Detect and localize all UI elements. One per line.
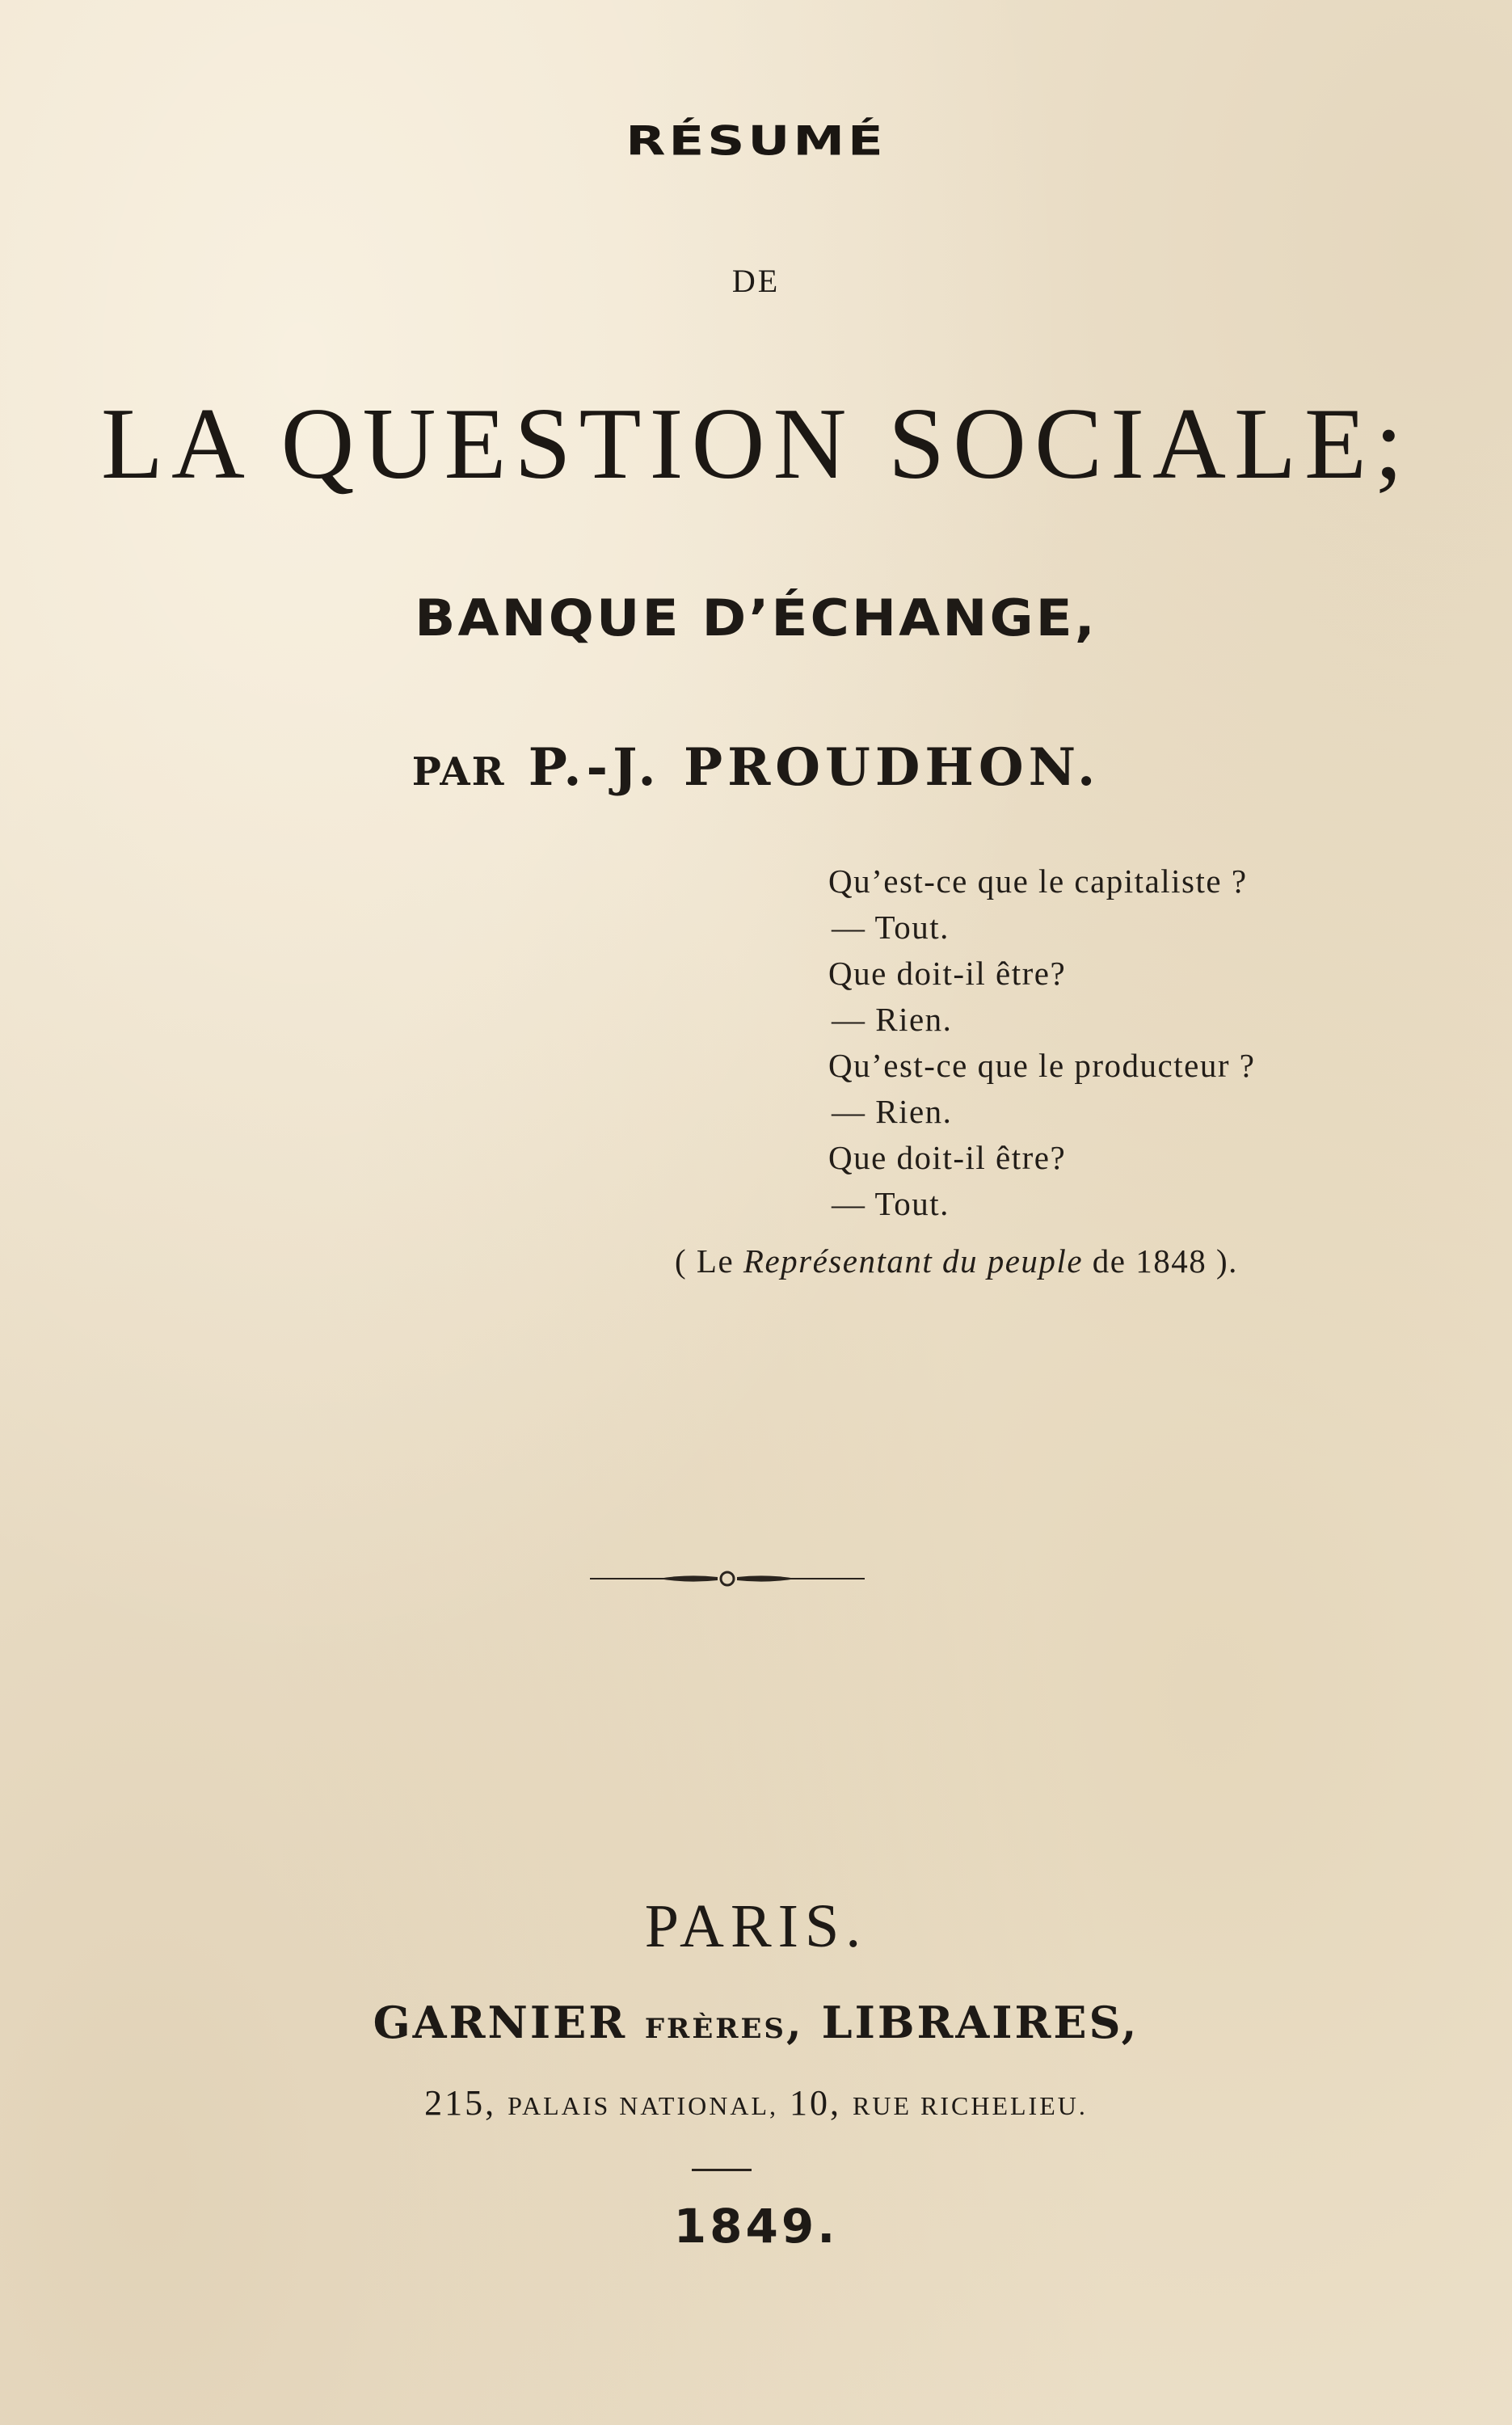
subtitle: BANQUE D’ÉCHANGE,: [415, 588, 1097, 648]
epigraph: [828, 858, 1255, 1227]
publisher-role: LIBRAIRES: [821, 1997, 1122, 2048]
author-name: P.-J. PROUDHON.: [528, 737, 1101, 798]
epigraph-line: Que doit-il être?: [828, 1139, 1067, 1176]
publisher-freres: FRÈRES: [644, 2013, 786, 2045]
address-line: [0, 2082, 1512, 2123]
epigraph-line: Qu’est-ce que le producteur ?: [828, 1047, 1256, 1084]
publisher-line: GARNIER FRÈRES, LIBRAIRES,: [373, 1997, 1139, 2048]
epigraph-line: — Rien.: [832, 1093, 953, 1130]
main-title: LA QUESTION SOCIALE;: [101, 388, 1411, 500]
ornament-divider: [582, 1567, 873, 1591]
author-line: [0, 737, 1512, 798]
citation-open: ( Le: [675, 1242, 743, 1280]
epigraph-line: — Rien.: [832, 1001, 953, 1038]
publication-year: 1849.: [673, 2199, 839, 2254]
citation-close: de 1848 ).: [1083, 1242, 1238, 1280]
address-street: PALAIS NATIONAL,: [508, 2091, 778, 2120]
address-rue: RUE RICHELIEU.: [852, 2091, 1088, 2120]
epigraph-line: Que doit-il être?: [828, 955, 1067, 992]
epigraph-citation: [675, 1242, 1238, 1280]
city: PARIS.: [644, 1892, 868, 1960]
address-number2: 10,: [789, 2083, 841, 2123]
epigraph-line: — Tout.: [832, 1185, 950, 1222]
publisher-name: GARNIER: [373, 1997, 628, 2048]
resume-heading: RÉSUMÉ: [625, 118, 887, 165]
epigraph-line: Qu’est-ce que le capitaliste ?: [828, 862, 1248, 900]
de-connector: DE: [731, 263, 781, 299]
short-rule: [692, 2169, 752, 2171]
citation-work: Représentant du peuple: [743, 1242, 1084, 1280]
author-prefix: PAR: [411, 749, 506, 795]
epigraph-line: — Tout.: [832, 909, 950, 946]
address-number: 215,: [424, 2083, 497, 2123]
